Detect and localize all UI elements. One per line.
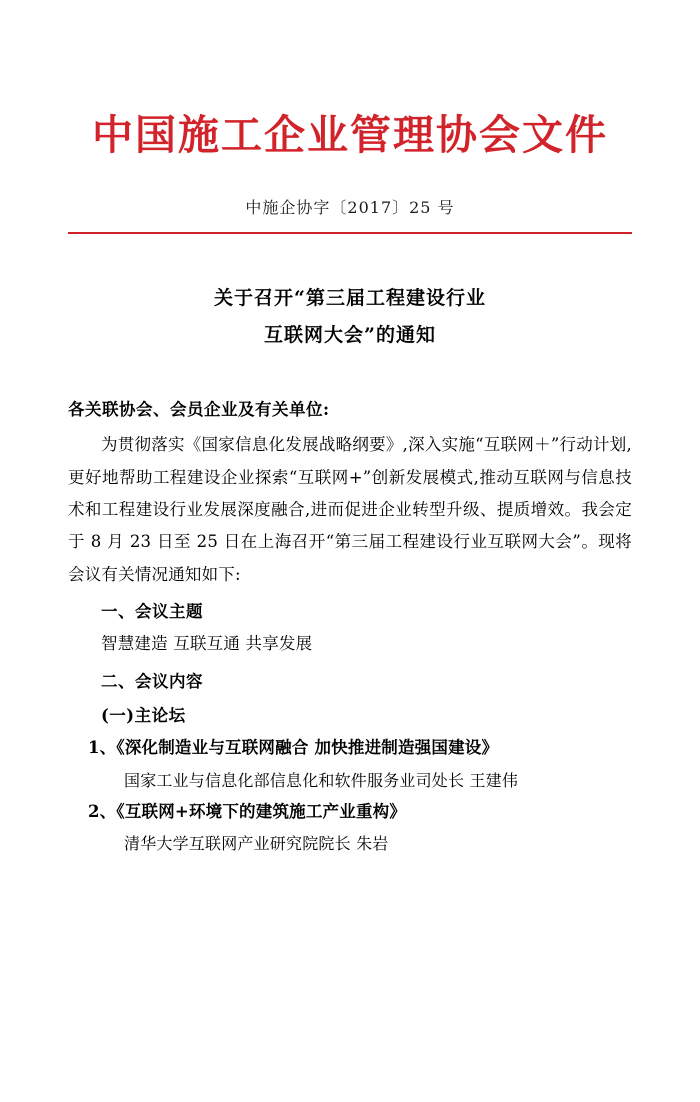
body-paragraph-1: 为贯彻落实《国家信息化发展战略纲要》,深入实施“互联网＋”行动计划,更好地帮助工程建设企业探索“互联网+”创新发展模式,推动互联网与信息技术和工程建设行业发展深度融合,进而促进企业转型升级、提质增效。我会定于 8 月 23 日至 25 日在上海召开“第三届工程建设行业互联网大会”。现将会议有关情况通知如下: <box>68 435 632 584</box>
document-page <box>0 112 700 1102</box>
section-heading-1: 一、会议主题 <box>101 601 203 621</box>
page-title-line-2: 互联网大会”的通知 <box>264 324 436 347</box>
section-heading-2: 二、会议内容 <box>101 671 203 691</box>
page-title <box>68 280 632 354</box>
section-2-subheading-1: (一)主论坛 <box>101 705 186 725</box>
page-title-line-1: 关于召开“第三届工程建设行业 <box>214 287 486 310</box>
salutation: 各关联协会、会员企业及有关单位: <box>68 400 330 420</box>
masthead-title: 中国施工企业管理协会文件 <box>92 111 608 159</box>
agenda-item-2: 2、《互联网+环境下的建筑施工产业重构》 <box>88 801 407 821</box>
agenda-item-1: 1、《深化制造业与互联网融合 加快推进制造强国建设》 <box>88 738 499 758</box>
agenda-item-2-speaker: 清华大学互联网产业研究院院长 朱岩 <box>124 834 389 854</box>
agenda-item-1-speaker: 国家工业与信息化部信息化和软件服务业司处长 王建伟 <box>124 770 519 790</box>
section-1-body: 智慧建造 互联互通 共享发展 <box>101 634 313 654</box>
document-number: 中施企协字〔2017〕25 号 <box>245 198 455 218</box>
red-divider-rule <box>68 232 632 234</box>
